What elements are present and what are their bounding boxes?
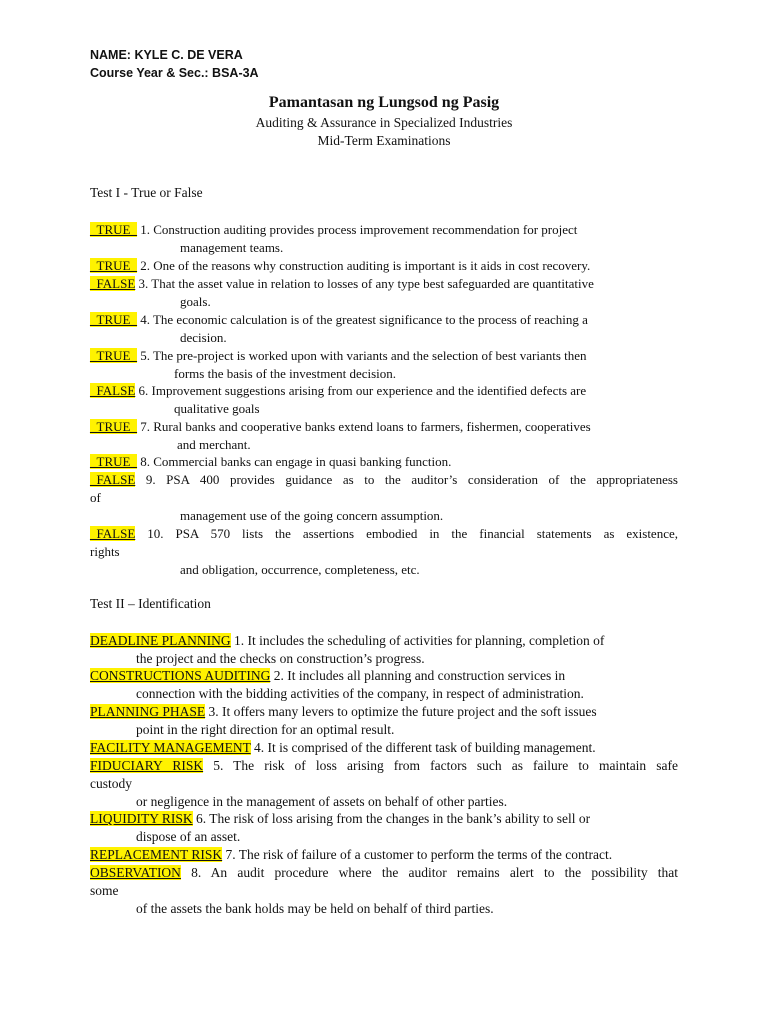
- question-text: 3. It offers many levers to optimize the future project and the soft issues: [205, 704, 597, 719]
- answer-highlight: _TRUE_: [90, 419, 137, 434]
- question-text: 2. It includes all planning and construction services in: [270, 668, 566, 683]
- question-wrap: of: [90, 490, 101, 505]
- answer-highlight: CONSTRUCTIONS AUDITING: [90, 668, 271, 683]
- list-item: [90, 703, 678, 739]
- question-continuation: goals.: [180, 294, 211, 309]
- question-continuation: connection with the bidding activities of the company, in respect of administration.: [136, 686, 584, 701]
- answer-highlight: _FALSE: [90, 276, 136, 291]
- question-continuation: and obligation, occurrence, completeness, etc.: [180, 562, 420, 577]
- answer-highlight: PLANNING PHASE: [90, 704, 206, 719]
- question-continuation: decision.: [180, 330, 227, 345]
- list-item: [90, 471, 678, 525]
- question-text: 10. PSA 570 lists the assertions embodied in the financial statements as existence,: [135, 526, 678, 541]
- question-continuation: the project and the checks on construction’s progress.: [136, 651, 425, 666]
- list-item: [90, 453, 678, 471]
- subject-title: Auditing & Assurance in Specialized Industries: [255, 115, 513, 130]
- question-continuation: of the assets the bank holds may be held on behalf of third parties.: [136, 901, 494, 916]
- list-item: [90, 257, 678, 275]
- answer-highlight: _TRUE_: [90, 454, 137, 469]
- question-text: 1. Construction auditing provides process improvement recommendation for project: [136, 222, 578, 237]
- answer-highlight: _TRUE_: [90, 222, 137, 237]
- question-wrap: custody: [90, 776, 132, 791]
- answer-highlight: _TRUE_: [90, 312, 137, 327]
- list-item: [90, 382, 678, 418]
- test2-heading: Test II – Identification: [90, 596, 211, 611]
- student-name: NAME: KYLE C. DE VERA: [90, 48, 243, 62]
- question-text: 7. Rural banks and cooperative banks extend loans to farmers, fishermen, cooperatives: [136, 419, 591, 434]
- answer-highlight: _FALSE: [90, 472, 136, 487]
- test1-heading: Test I - True or False: [90, 185, 203, 200]
- question-continuation: management use of the going concern assumption.: [180, 508, 444, 523]
- question-continuation: management teams.: [180, 240, 284, 255]
- list-item: [90, 221, 678, 257]
- question-wrap: some: [90, 883, 119, 898]
- question-text: 2. One of the reasons why construction auditing is important is it aids in cost recovery.: [136, 258, 591, 273]
- question-text: 4. The economic calculation is of the greatest significance to the process of reaching a: [136, 312, 588, 327]
- list-item: [90, 864, 678, 918]
- question-continuation: or negligence in the management of assets on behalf of other parties.: [136, 794, 508, 809]
- answer-highlight: FACILITY MANAGEMENT: [90, 740, 251, 755]
- question-wrap: rights: [90, 544, 120, 559]
- answer-highlight: _TRUE_: [90, 348, 137, 363]
- question-continuation: forms the basis of the investment decision.: [174, 366, 397, 381]
- list-item: [90, 525, 678, 579]
- list-item: [90, 311, 678, 347]
- list-item: [90, 632, 678, 668]
- question-continuation: and merchant.: [177, 437, 251, 452]
- question-text: 7. The risk of failure of a customer to perform the terms of the contract.: [222, 847, 613, 862]
- answer-highlight: OBSERVATION: [90, 865, 181, 880]
- question-continuation: dispose of an asset.: [136, 829, 241, 844]
- list-item: [90, 757, 678, 811]
- answer-highlight: _TRUE_: [90, 258, 137, 273]
- exam-title: Mid-Term Examinations: [317, 133, 451, 148]
- question-text: 4. It is comprised of the different task of building management.: [250, 740, 596, 755]
- answer-highlight: DEADLINE PLANNING: [90, 633, 231, 648]
- list-item: [90, 667, 678, 703]
- list-item: [90, 846, 678, 864]
- question-text: 1. It includes the scheduling of activities for planning, completion of: [230, 633, 605, 648]
- school-title: Pamantasan ng Lungsod ng Pasig: [268, 94, 500, 111]
- list-item: [90, 347, 678, 383]
- question-text: 5. The risk of loss arising from factors such as failure to maintain safe: [203, 758, 678, 773]
- question-text: 8. Commercial banks can engage in quasi banking function.: [136, 454, 452, 469]
- list-item: [90, 418, 678, 454]
- question-text: 8. An audit procedure where the auditor remains alert to the possibility that: [180, 865, 678, 880]
- question-continuation: point in the right direction for an optimal result.: [136, 722, 395, 737]
- list-item: [90, 810, 678, 846]
- list-item: [90, 739, 678, 757]
- answer-highlight: _FALSE: [90, 383, 136, 398]
- answer-highlight: LIQUIDITY RISK: [90, 811, 193, 826]
- question-text: 9. PSA 400 provides guidance as to the auditor’s consideration of the appropriateness: [135, 472, 678, 487]
- question-text: 5. The pre-project is worked upon with variants and the selection of best variants then: [136, 348, 587, 363]
- answer-highlight: FIDUCIARY RISK: [90, 758, 204, 773]
- course-year-section: Course Year & Sec.: BSA-3A: [90, 66, 259, 80]
- question-text: 6. The risk of loss arising from the changes in the bank’s ability to sell or: [192, 811, 591, 826]
- question-continuation: qualitative goals: [174, 401, 260, 416]
- answer-highlight: REPLACEMENT RISK: [90, 847, 223, 862]
- list-item: [90, 275, 678, 311]
- question-text: 3. That the asset value in relation to losses of any type best safeguarded are quantitative: [135, 276, 594, 291]
- answer-highlight: _FALSE: [90, 526, 136, 541]
- question-text: 6. Improvement suggestions arising from our experience and the identified defects are: [135, 383, 587, 398]
